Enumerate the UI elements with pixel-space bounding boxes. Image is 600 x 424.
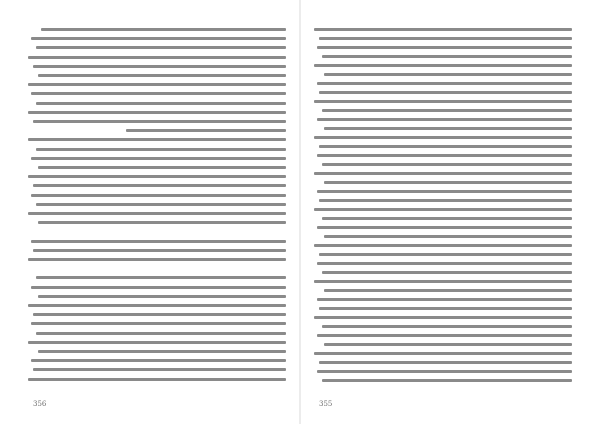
text-line bbox=[319, 307, 572, 310]
text-line bbox=[314, 64, 572, 67]
text-line bbox=[314, 244, 572, 247]
left-page-text-block bbox=[28, 28, 286, 388]
text-line bbox=[319, 253, 572, 256]
text-line bbox=[28, 212, 286, 215]
text-line bbox=[36, 203, 286, 206]
text-line bbox=[324, 181, 572, 184]
text-line bbox=[36, 148, 286, 151]
text-line bbox=[322, 217, 572, 220]
text-line bbox=[317, 118, 572, 121]
text-line bbox=[324, 343, 572, 346]
text-line bbox=[28, 83, 286, 86]
text-line bbox=[28, 258, 286, 261]
text-line bbox=[314, 28, 572, 31]
text-line bbox=[324, 73, 572, 76]
right-page-number: 355 bbox=[319, 400, 333, 408]
text-line bbox=[324, 235, 572, 238]
text-line bbox=[38, 166, 286, 169]
text-line bbox=[317, 154, 572, 157]
text-line bbox=[31, 286, 286, 289]
text-line bbox=[31, 359, 286, 362]
text-line bbox=[322, 271, 572, 274]
text-line bbox=[33, 249, 286, 252]
text-line bbox=[28, 138, 286, 141]
text-line bbox=[314, 352, 572, 355]
text-line bbox=[322, 55, 572, 58]
text-line bbox=[317, 82, 572, 85]
text-line bbox=[31, 322, 286, 325]
text-line bbox=[36, 46, 286, 49]
text-line bbox=[317, 262, 572, 265]
text-line bbox=[33, 120, 286, 123]
text-line bbox=[31, 157, 286, 160]
text-line bbox=[324, 127, 572, 130]
text-line bbox=[319, 91, 572, 94]
text-line bbox=[317, 298, 572, 301]
text-line bbox=[314, 172, 572, 175]
text-line bbox=[33, 184, 286, 187]
text-line bbox=[319, 199, 572, 202]
text-line bbox=[28, 111, 286, 114]
text-line bbox=[36, 276, 286, 279]
text-line bbox=[314, 136, 572, 139]
text-line bbox=[126, 129, 286, 132]
text-line bbox=[31, 92, 286, 95]
text-line bbox=[33, 368, 286, 371]
text-line bbox=[317, 46, 572, 49]
text-line bbox=[38, 221, 286, 224]
text-line bbox=[41, 28, 286, 31]
text-line bbox=[319, 37, 572, 40]
text-line bbox=[28, 175, 286, 178]
text-line bbox=[314, 280, 572, 283]
text-line bbox=[38, 295, 286, 298]
text-line bbox=[317, 226, 572, 229]
right-page bbox=[300, 0, 600, 424]
text-line bbox=[38, 350, 286, 353]
left-page-number: 356 bbox=[33, 400, 47, 408]
right-page-text-block bbox=[314, 28, 572, 388]
text-line bbox=[322, 163, 572, 166]
text-line bbox=[31, 37, 286, 40]
text-line bbox=[324, 289, 572, 292]
text-line bbox=[314, 208, 572, 211]
text-line bbox=[317, 334, 572, 337]
text-line bbox=[38, 74, 286, 77]
text-line bbox=[33, 313, 286, 316]
text-line bbox=[28, 341, 286, 344]
text-line bbox=[319, 361, 572, 364]
text-line bbox=[314, 100, 572, 103]
text-line bbox=[36, 332, 286, 335]
text-line bbox=[322, 109, 572, 112]
text-line bbox=[322, 325, 572, 328]
text-line bbox=[28, 56, 286, 59]
text-line bbox=[31, 194, 286, 197]
text-line bbox=[317, 370, 572, 373]
text-line bbox=[36, 102, 286, 105]
text-line bbox=[314, 316, 572, 319]
text-line bbox=[322, 379, 572, 382]
text-line bbox=[33, 65, 286, 68]
text-line bbox=[28, 304, 286, 307]
text-line bbox=[31, 240, 286, 243]
text-line bbox=[319, 145, 572, 148]
text-line bbox=[28, 378, 286, 381]
text-line bbox=[317, 190, 572, 193]
